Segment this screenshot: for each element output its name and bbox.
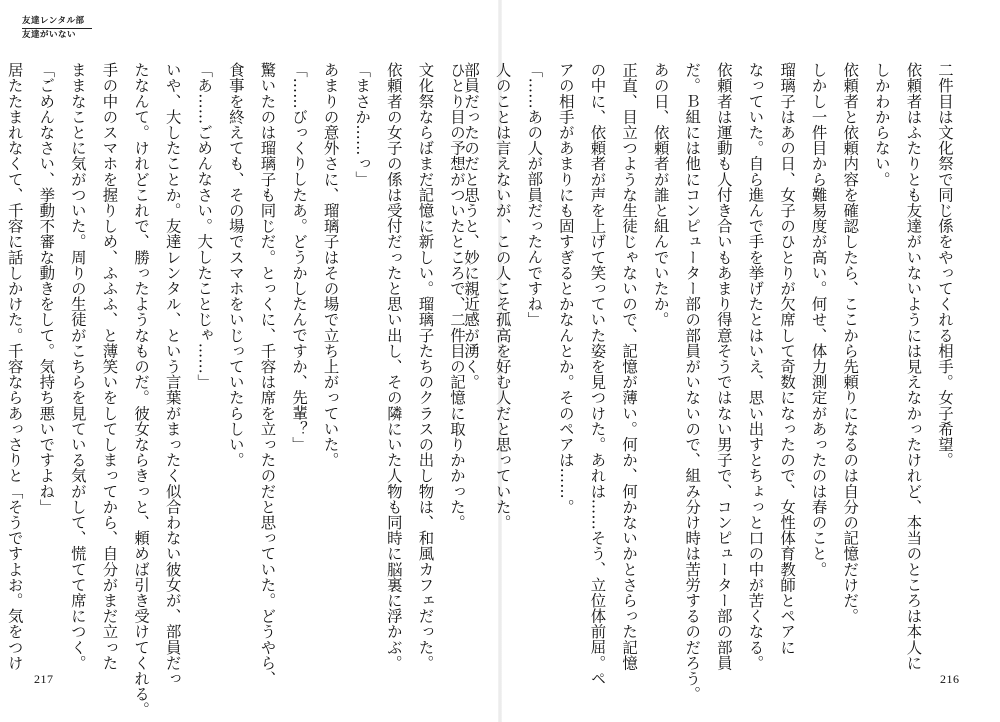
text-line: たなんて。けれどこれで、勝ったようなものだ。彼女ならきっと、頼めば引き受けてくれる。 <box>132 62 151 718</box>
text-line: アの相手があまりにも固すぎるとかなんとか。そのペアは……。 <box>556 62 575 515</box>
text-line: 驚いたのは瑠璃子も同じだ。とっくに、千容は席を立ったのだと思っていた。どうやら、 <box>258 62 277 686</box>
text-line: ひとり目の予想がついたところで、二件目の記憶に取りかかった。 <box>448 62 466 530</box>
right-page <box>462 0 1000 722</box>
text-line: 食事を終えても、その場でスマホをいじっていたらしい。 <box>226 62 245 468</box>
text-line: 依頼者と依頼内容を確認したら、ここから先頼りになるのは自分の記憶だけだ。 <box>841 62 860 624</box>
text-line: 依頼者は運動も人付き合いもあまり得意そうではない男子で、コンピューター部の部員 <box>714 62 733 671</box>
series-title: 友達レンタル部 <box>22 16 85 26</box>
text-line: 居たたまれなくて、千容に話しかけた。千容ならあっさりと「そうですよお。気をつけ <box>5 62 24 671</box>
chapter-title: 友達がいない <box>22 30 77 40</box>
text-line: 依頼者の女子の係は受付だったと思い出し、その隣にいた人物も同時に脳裏に浮かぶ。 <box>384 62 403 671</box>
text-line: 「ごめんなさい、挙動不審な動きをして。気持ち悪いですよね」 <box>37 62 56 515</box>
text-line: あまりの意外さに、瑠璃子はその場で立ち上がっていた。 <box>321 62 340 468</box>
text-line: しかわからない。 <box>872 62 891 187</box>
text-line: 部員だったのだと思うと、妙に親近感が湧く。 <box>462 62 481 390</box>
text-line: 依頼者はふたりとも友達がいないようには見えなかったけれど、本当のところは本人に <box>904 62 923 671</box>
text-line: 「……びっくりしたあ。どうかしたんですか、先輩？」 <box>290 62 309 452</box>
text-line: 「……あの人が部員だったんですね」 <box>525 62 544 328</box>
text-line: だ。Ｂ組には他にコンピューター部の部員がいないので、組み分け時は苦労するのだろう。 <box>683 62 702 702</box>
text-line: 人のことは言えないが、この人こそ孤高を好む人だと思っていた。 <box>493 62 512 530</box>
text-line: なっていた。自ら進んで手を挙げたとはいえ、思い出すとちょっと口の中が苦くなる。 <box>746 62 765 671</box>
text-line: 「まさか……っ」 <box>353 62 372 187</box>
text-line: しかし一件目から難易度が高い。何せ、体力測定があったのは春のこと。 <box>809 62 828 577</box>
text-line: の中に、依頼者が声を上げて笑っていた姿を見つけた。あれは……そう、立位体前屈。ペ <box>588 62 607 686</box>
text-line: 「あ……ごめんなさい。大したことじゃ……」 <box>195 62 214 390</box>
page-number-left: 217 <box>34 672 54 686</box>
text-line: 文化祭ならばまだ記憶に新しい。瑠璃子たちのクラスの出し物は、和風カフェだった。 <box>416 62 435 671</box>
text-line: いや、大したことか。友達レンタル、という言葉がまったく似合わない彼女が、部員だっ <box>163 62 182 686</box>
text-line: 二件目は文化祭で同じ係をやってくれる相手。女子希望。 <box>936 62 954 468</box>
text-line: 瑠璃子はあの日、女子のひとりが欠席して奇数になったので、女性体育教師とペアに <box>778 62 797 655</box>
text-line: 正直、目立つような生徒じゃないので、記憶が薄い。何か、何かないかとさらった記憶 <box>620 62 639 671</box>
page-number-right: 216 <box>940 672 960 686</box>
text-line: ままなことに気がついた。周りの生徒がこちらを見ている気がして、慌てて席につく。 <box>68 62 87 671</box>
text-line: あの日、依頼者が誰と組んでいたか。 <box>651 62 670 328</box>
text-line: 手の中のスマホを握りしめ、ふふふ、と薄笑いをしてしまってから、自分がまだ立った <box>100 62 119 671</box>
running-header <box>22 17 92 40</box>
